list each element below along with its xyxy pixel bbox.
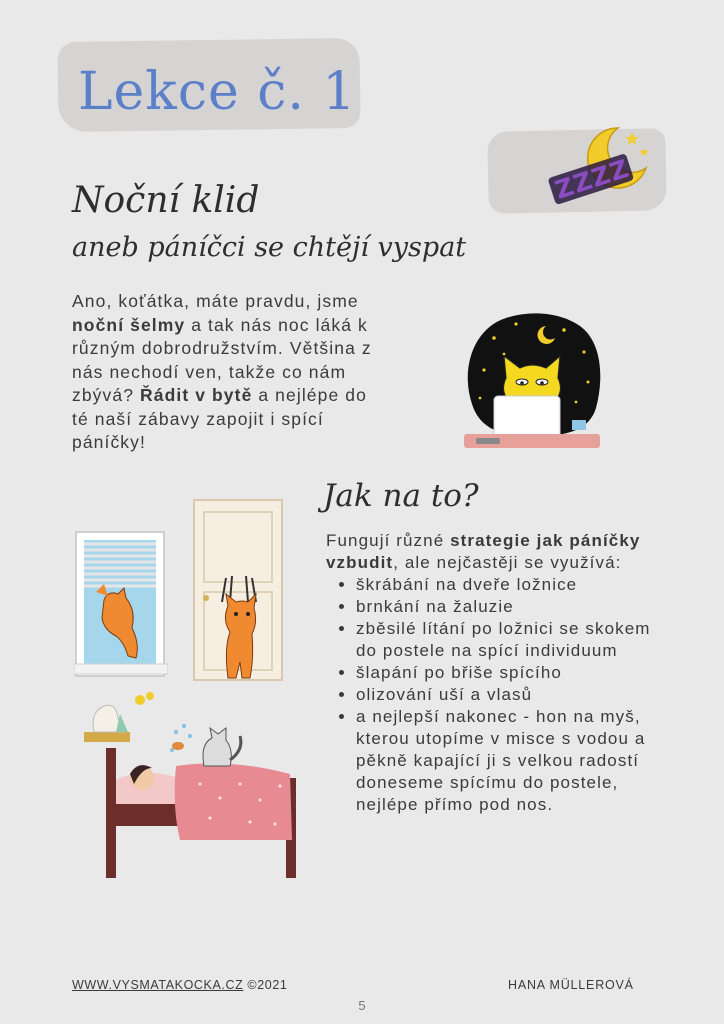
website-link[interactable]: WWW.VYSMATAKOCKA.CZ — [72, 978, 244, 992]
howto-intro — [326, 530, 656, 574]
strategy-list — [326, 574, 656, 816]
intro-bold-1: noční šelmy — [72, 314, 186, 335]
main-heading: Noční klid — [72, 180, 260, 221]
list-item: • zběsilé lítání po ložnici se skokem do postele na spící individuum — [356, 618, 656, 662]
lesson-title: Lekce č. 1 — [78, 62, 357, 122]
zzz-text: ZZZZ — [551, 153, 634, 205]
intro-text-2: a tak nás noc láká k různým dobrodružstvím. Většina z nás nechodí ven, takže co nám zbývá? — [72, 314, 372, 405]
howto-text-1: Fungují různé — [326, 531, 451, 550]
list-item: • brnkání na žaluzie — [356, 596, 656, 618]
bed-cats-icon — [80, 688, 302, 884]
list-item: • olizování uší a vlasů — [356, 684, 656, 706]
list-item: • škrábání na dveře ložnice — [356, 574, 656, 596]
intro-text-1: Ano, koťátka, máte pravdu, jsme — [72, 291, 359, 311]
night-cat-laptop-icon — [460, 308, 604, 454]
howto-bold: strategie jak páníčky vzbudit — [326, 531, 641, 572]
footer-author: HANA MÜLLEROVÁ — [508, 978, 634, 992]
howto-text-2: , ale nejčastěji se využívá: — [393, 553, 622, 572]
list-item: • a nejlepší nakonec - hon na myš, kterou utopíme v misce s vodou a pěkně kapající ji s velkou radostí doneseme spícímu do postele, nejlépe přímo pod nos. — [356, 706, 656, 816]
intro-bold-2: Řádit v bytě — [140, 385, 253, 405]
sub-heading: aneb páníčci se chtějí vyspat — [72, 232, 467, 263]
page-number: 5 — [358, 998, 366, 1013]
copyright-text: ©2021 — [243, 978, 288, 992]
intro-paragraph — [72, 290, 372, 455]
window-cat-icon — [74, 530, 168, 678]
howto-section — [326, 530, 656, 816]
list-item: • šlapání po břiše spícího — [356, 662, 656, 684]
howto-heading: Jak na to? — [323, 478, 479, 514]
footer-copyright — [72, 978, 287, 992]
zzz-moon-icon — [548, 122, 652, 206]
intro-text-3: a nejlépe do té naší zábavy zapojit i spící páníčky! — [72, 385, 367, 452]
door-cat-icon — [192, 498, 288, 684]
